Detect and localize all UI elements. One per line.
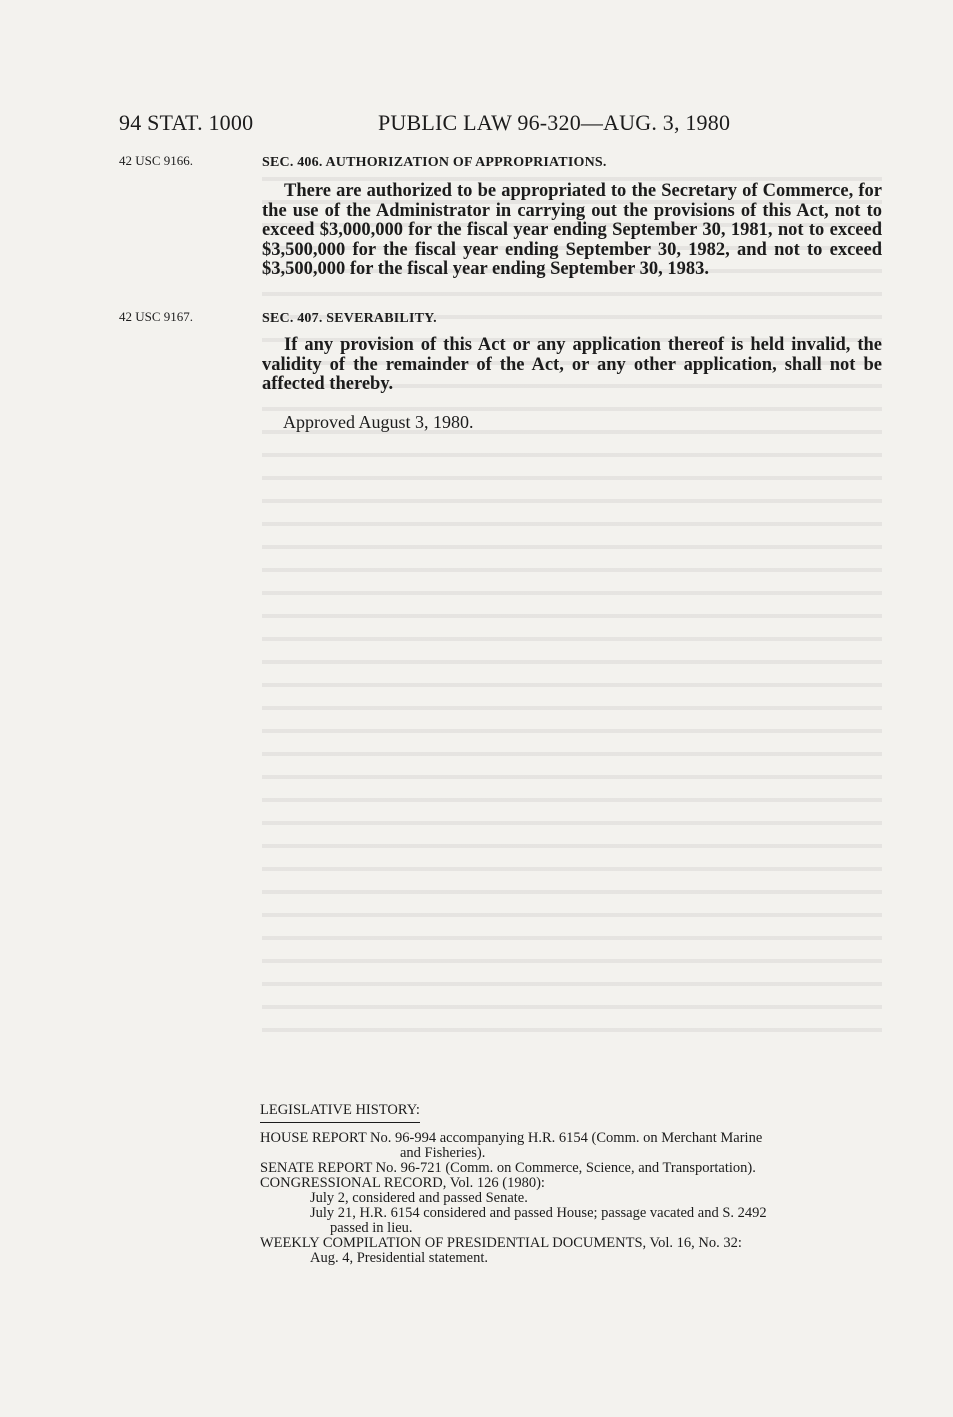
weekly-compilation: WEEKLY COMPILATION OF PRESIDENTIAL DOCUMENTS, Vol. 16, No. 32: [260,1235,742,1251]
congressional-record: CONGRESSIONAL RECORD, Vol. 126 (1980): [260,1175,545,1191]
cr-entry-cont: passed in lieu. [330,1220,413,1236]
law-title: PUBLIC LAW 96-320—AUG. 3, 1980 [378,110,731,135]
cr-entry: July 2, considered and passed Senate. [310,1190,528,1206]
section-body: If any provision of this Act or any application thereof is held invalid, the validity of the remainder of the Act, or any other application, shall not be affected thereby. [262,335,882,394]
margin-citation: 42 USC 9167. [119,309,194,324]
house-report-cont: and Fisheries). [400,1145,486,1161]
approval-date: Approved August 3, 1980. [283,412,474,432]
senate-report: SENATE REPORT No. 96-721 (Comm. on Commerce, Science, and Transportation). [260,1160,756,1176]
wc-entry: Aug. 4, Presidential statement. [310,1250,488,1266]
legislative-history-title: LEGISLATIVE HISTORY: [260,1102,420,1123]
cr-entry: July 21, H.R. 6154 considered and passed House; passage vacated and S. 2492 [310,1205,767,1221]
margin-citation: 42 USC 9166. [119,153,194,168]
section-body: There are authorized to be appropriated to the Secretary of Commerce, for the use of the Administrator in carrying out the provisions of this Act, not to exceed $3,000,000 for the fiscal year ending September 30, 1981, not to exceed $3,500,000 for the fiscal year ending September 30, 1982, and not to exceed $3,500,000 for the fiscal year ending September 30, 1983. [262,181,882,279]
bleed-through-texture [262,165,882,1045]
legislative-history [260,1131,885,1266]
stat-page-number: 94 STAT. 1000 [119,110,254,135]
section-heading: SEC. 407. SEVERABILITY. [262,311,437,326]
section-heading: SEC. 406. AUTHORIZATION OF APPROPRIATIONS. [262,155,607,170]
house-report: HOUSE REPORT No. 96-994 accompanying H.R. 6154 (Comm. on Merchant Marine [260,1130,763,1146]
